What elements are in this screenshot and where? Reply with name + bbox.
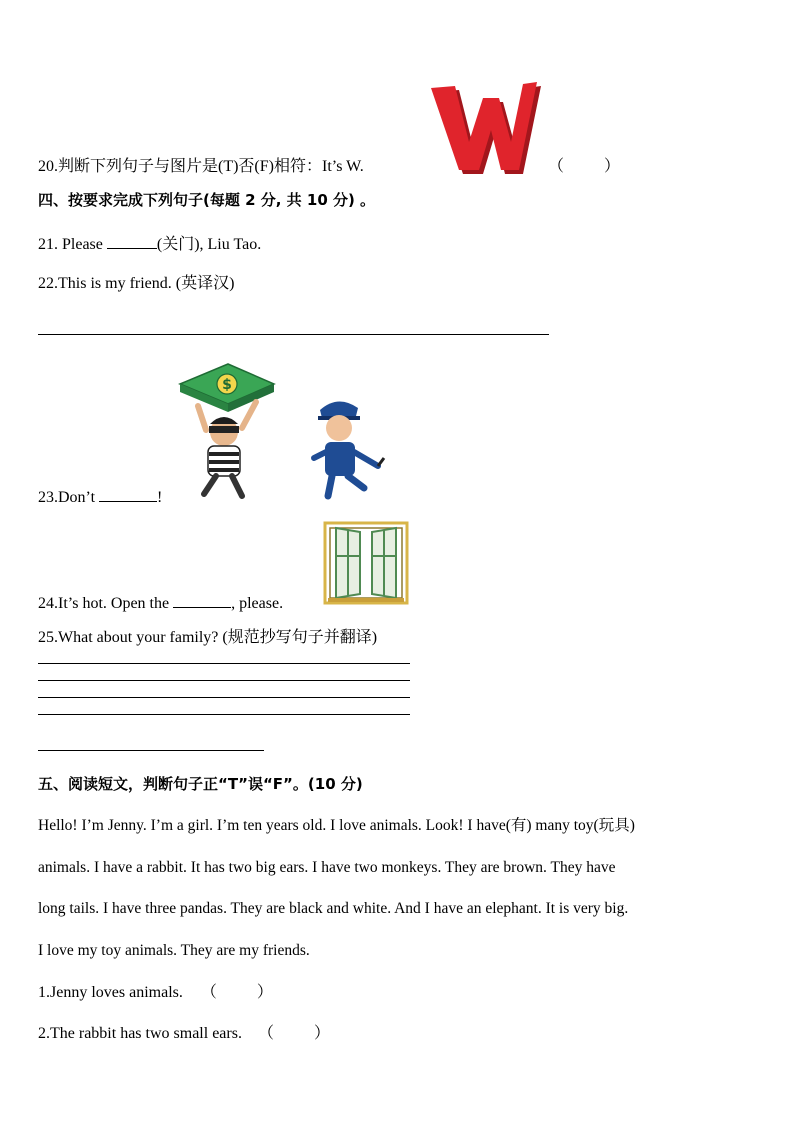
q20-text: 20.判断下列句子与图片是(T)否(F)相符：It’s W. [38,158,364,175]
section-4-heading: 四、按要求完成下列句子(每题 2 分, 共 10 分) 。 [38,191,376,209]
passage-line-3: long tails. I have three pandas. They are black and white. And I have an elephant. It is very big. [38,900,629,917]
thief-and-police-image [178,362,393,502]
passage-line-4: I love my toy animals. They are my friends. [38,942,310,959]
passage-line-2: animals. I have a rabbit. It has two big ears. I have two monkeys. They are brown. They have [38,859,616,876]
q20-line [38,157,364,177]
q22-text: 22.This is my friend. (英译汉) [38,275,235,292]
tf-item-2-answer[interactable]: （ ） [257,1025,330,1042]
q25-answer-line-1[interactable] [38,663,410,664]
q20-answer-paren[interactable]: （ ） [548,158,621,175]
q25-translation-line[interactable] [38,750,264,751]
window-image [324,522,408,604]
tf-item-2: 2.The rabbit has two small ears. （ ） [38,1025,330,1042]
red-letter-w-image [425,74,543,174]
q25-text: 25.What about your family? (规范抄写句子并翻译) [38,629,378,646]
section-5-heading: 五、阅读短文，判断句子正“T”误“F”。(10 分) [38,775,363,793]
policeman-icon [314,401,384,496]
q23-line: 23.Don’t ! [38,486,162,508]
q25-answer-line-2[interactable] [38,680,410,681]
q21-line: 21. Please (关门), Liu Tao. [38,233,261,255]
q25-answer-line-4[interactable] [38,714,410,715]
svg-text:$: $ [222,377,232,393]
tf-item-1: 1.Jenny loves animals. （ ） [38,984,273,1001]
money-stack-icon [180,364,274,412]
q24-line: 24.It’s hot. Open the , please. [38,592,283,614]
q24-blank[interactable] [173,592,231,608]
q25-answer-line-3[interactable] [38,697,410,698]
passage-line-1: Hello! I’m Jenny. I’m a girl. I’m ten years old. I love animals. Look! I have(有) many toy(玩具) [38,817,635,834]
q22-answer-line[interactable] [38,334,549,335]
q21-blank[interactable] [107,233,157,249]
tf-item-1-answer[interactable]: （ ） [200,984,273,1001]
q23-blank[interactable] [99,486,157,502]
